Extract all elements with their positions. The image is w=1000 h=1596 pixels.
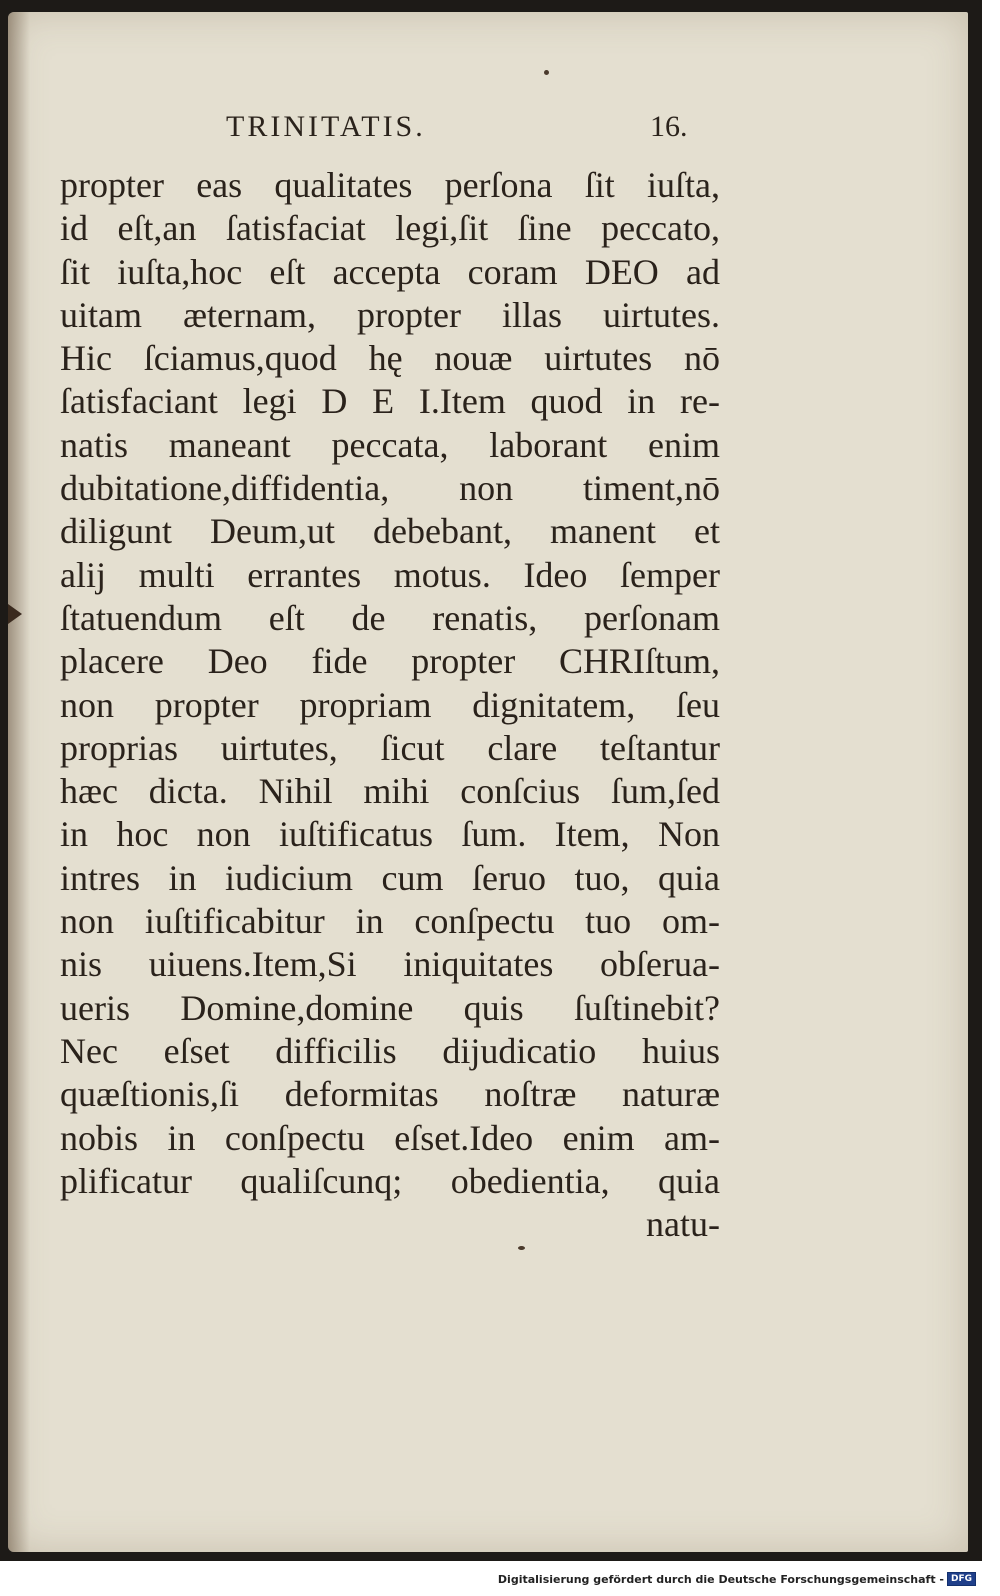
text-line: ueris Domine,domine quis ſuſtinebit? — [60, 987, 720, 1028]
spine-shadow — [8, 12, 30, 1552]
text-line: non iuſtificabitur in conſpectu tuo om- — [60, 901, 720, 942]
catchword: natu- — [646, 1204, 720, 1245]
page-header — [8, 110, 968, 150]
text-line: uitam æternam, propter illas uirtutes. — [60, 294, 720, 335]
text-line: propter eas qualitates perſona ſit iuſta, — [60, 165, 720, 205]
page-number: 16. — [650, 110, 688, 143]
text-line: ſit iuſta,hoc eſt accepta coram DEO ad — [60, 251, 720, 292]
text-line: Hic ſciamus,quod hę nouæ uirtutes nō — [60, 338, 720, 379]
dfg-logo: DFG — [947, 1572, 976, 1586]
text-line: alij multi errantes motus. Ideo ſemper — [60, 554, 720, 595]
text-line: in hoc non iuſtificatus ſum. Item, Non — [60, 814, 720, 855]
ink-speck — [518, 1246, 525, 1250]
text-line: dubitatione,diffidentia, non timent,nō — [60, 468, 720, 509]
text-line: natis maneant peccata, laborant enim — [60, 424, 720, 465]
text-line: non propter propriam dignitatem, ſeu — [60, 684, 720, 725]
text-line: nis uiuens.Item,Si iniquitates obſerua- — [60, 944, 720, 985]
digitization-credit — [498, 1572, 976, 1586]
text-line: placere Deo fide propter CHRIſtum, — [60, 641, 720, 682]
text-line: ſtatuendum eſt de renatis, perſonam — [60, 597, 720, 638]
page-edge-marker — [8, 604, 22, 624]
text-line: ſatisfaciant legi D E I.Item quod in re- — [60, 381, 720, 422]
text-line: nobis in conſpectu eſset.Ideo enim am- — [60, 1117, 720, 1158]
book-page — [8, 12, 968, 1552]
credit-text: Digitalisierung gefördert durch die Deutsche Forschungsgemeinschaft - — [497, 1572, 944, 1586]
text-line: hæc dicta. Nihil mihi conſcius ſum,ſed — [60, 771, 720, 812]
ink-speck — [544, 70, 549, 75]
text-line: id eſt,an ſatisfaciat legi,ſit ſine peccato, — [60, 208, 720, 249]
text-line: plificatur qualiſcunq; obedientia, quia — [60, 1160, 720, 1201]
running-head: TRINITATIS. — [226, 110, 426, 143]
text-line: proprias uirtutes, ſicut clare teſtantur — [60, 727, 720, 768]
body-text — [60, 164, 720, 1246]
text-line: intres in iudicium cum ſeruo tuo, quia — [60, 857, 720, 898]
text-line: quæſtionis,ſi deformitas noſtræ naturæ — [60, 1074, 720, 1115]
text-line: Nec eſset difficilis dijudicatio huius — [60, 1030, 720, 1071]
text-line: diligunt Deum,ut debebant, manent et — [60, 511, 720, 552]
